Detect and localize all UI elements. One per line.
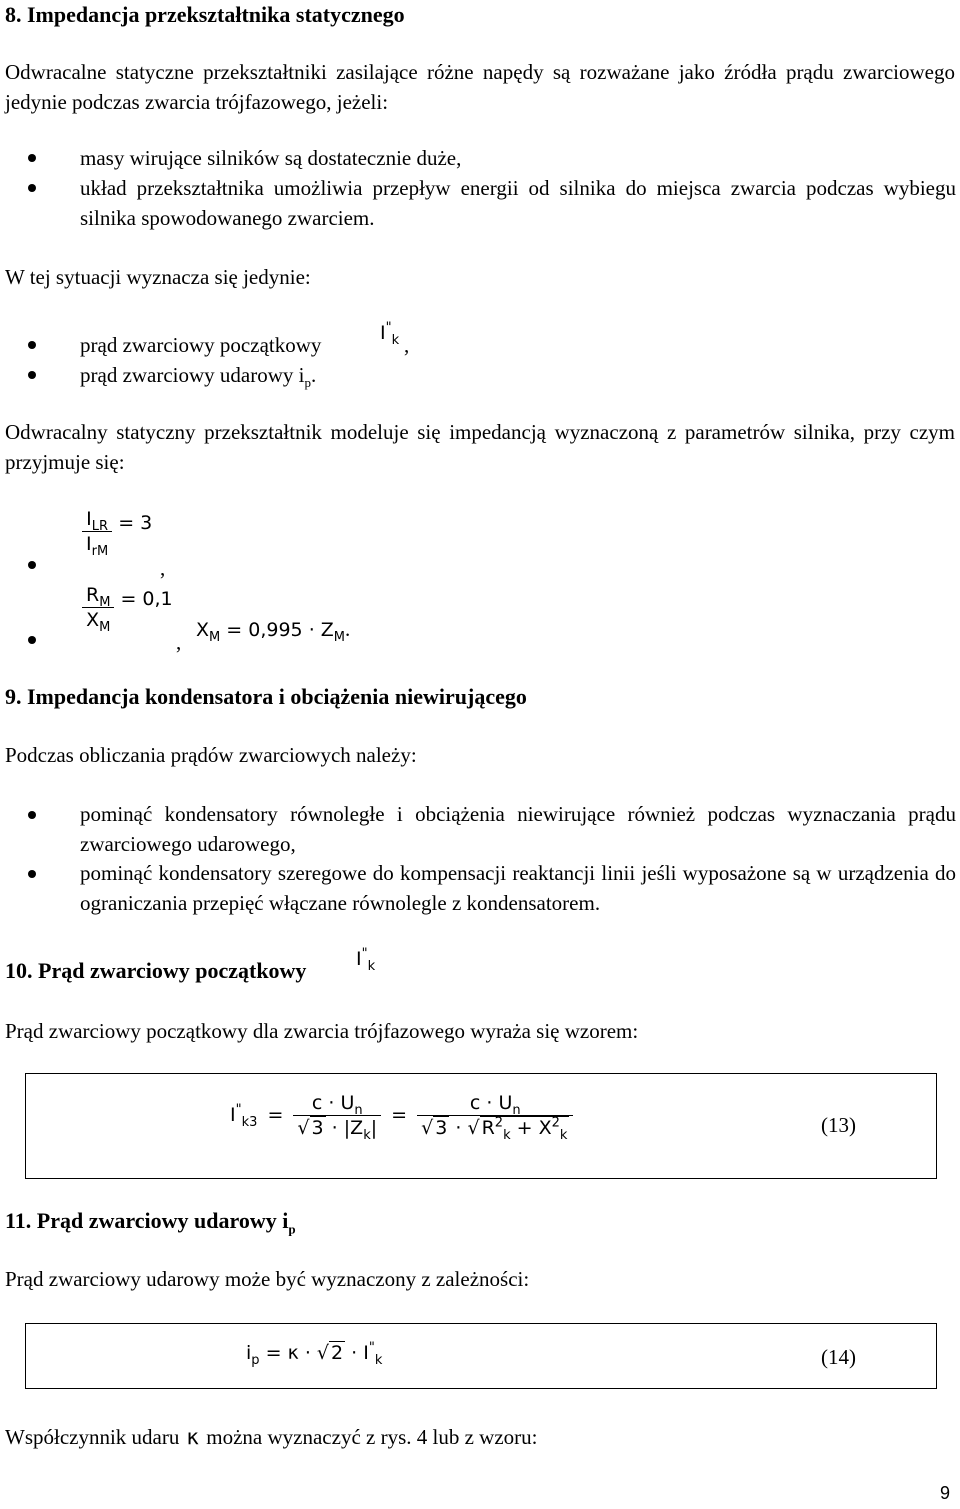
list-item: pominąć kondensatory szeregowe do kompensacji reaktancji linii jeśli wyposażone są w urządzenia do ograniczania przepięć włączane równolegle z kondensatorem. (80, 861, 956, 915)
coefficient-text: Współczynnik udaru κ można wyznaczyć z rys. 4 lub z wzoru: (5, 1425, 538, 1449)
bullet-dot (28, 870, 36, 878)
section-8-heading: 8. Impedancja przekształtnika statycznego (5, 2, 405, 27)
equation-box-13 (25, 1073, 937, 1179)
equation-number: (14) (821, 1345, 856, 1369)
symbol-k: k (391, 332, 400, 348)
subscript-p: p (304, 375, 311, 391)
fraction: $\frac{I_{LR}}{I_{rM}}$ (82, 508, 112, 555)
model-text: Odwracalny statyczny przekształtnik modeluje się impedancją wyznaczoną z parametrów silnika, przy czym przyjmuje się: (5, 420, 955, 474)
list-item: pominąć kondensatory równoległe i obciążenia niewirujące również podczas wyznaczania prądu zwarciowego udarowego, (80, 802, 956, 856)
section-8-intro: Odwracalne statyczne przekształtniki zasilające różne napędy są rozważane jako źródła prądu zwarciowego jedynie podczas zwarcia trójfazowego, jeżeli: (5, 60, 955, 114)
symbol-double-prime: " (385, 320, 392, 336)
section-11-intro: Prąd zwarciowy udarowy może być wyznaczony z zależności: (5, 1267, 530, 1291)
symbol-kappa: κ (186, 1425, 200, 1449)
bullet-dot (28, 184, 36, 192)
formula-rhs: = 0,1 (120, 588, 173, 610)
section-9-heading: 9. Impedancja kondensatora i obciążenia niewirującego (5, 684, 527, 709)
list-item: masy wirujące silników są dostatecznie duże, (80, 146, 462, 170)
period: . (311, 363, 317, 387)
list-item-peak-current (80, 360, 316, 390)
comma: , (176, 630, 182, 654)
comma: , (160, 556, 166, 580)
formula-ilr-irm (82, 508, 153, 559)
list-item-initial-current (80, 330, 321, 360)
comma: , (404, 333, 410, 357)
bullet-dot (28, 371, 36, 379)
equation-13: $I^"_{k3}$ = $\frac{c \cdot U_n}{√ 3 \cdot |Z_k|}$ = $\frac{c \cdot U_n}{√ 3 \cdot √ R^2_k + X^2_k}$ (230, 1092, 573, 1139)
equation-14: $i_p = \kappa$ · √ $2 \cdot I^"_k$ (246, 1340, 383, 1368)
symbol-ik-heading: $I^"_k$ (356, 946, 376, 974)
section-10-heading: 10. Prąd zwarciowy początkowy (5, 958, 307, 983)
list-item-text: prąd zwarciowy udarowy i (80, 363, 305, 387)
symbol-ik-initial (380, 320, 400, 348)
bullet-dot (28, 811, 36, 819)
formula-rhs: = 3 (118, 512, 153, 534)
list-item-text: prąd zwarciowy początkowy (80, 333, 322, 357)
situation-text: W tej sytuacji wyznacza się jedynie: (5, 265, 311, 289)
equation-number: (13) (821, 1113, 856, 1137)
bullet-dot (28, 636, 36, 644)
fraction: $\frac{c \cdot U_n}{√ 3 \cdot √ R^2_k + X^2_k}$ (417, 1092, 573, 1139)
page-number: 9 (939, 1483, 950, 1503)
fraction: $\frac{c \cdot U_n}{√ 3 \cdot |Z_k|}$ (293, 1092, 381, 1139)
symbol-i: I (380, 322, 386, 344)
bullet-dot (28, 341, 36, 349)
formula-xm: $X_M = 0,995 \cdot Z_M$. (196, 617, 351, 645)
section-9-intro: Podczas obliczania prądów zwarciowych należy: (5, 743, 417, 767)
bullet-dot (28, 154, 36, 162)
section-10-intro: Prąd zwarciowy początkowy dla zwarcia trójfazowego wyraża się wzorem: (5, 1019, 639, 1043)
bullet-dot (28, 561, 36, 569)
list-item: układ przekształtnika umożliwia przepływ energii od silnika do miejsca zwarcia podczas wybiegu silnika spowodowanego zwarciem. (80, 176, 956, 230)
equation-box-14 (25, 1323, 937, 1389)
section-11-heading: 11. Prąd zwarciowy udarowy $i_p$ (5, 1208, 296, 1237)
formula-rm-xm (82, 584, 173, 635)
fraction: $\frac{R_M}{X_M}$ (82, 584, 114, 631)
